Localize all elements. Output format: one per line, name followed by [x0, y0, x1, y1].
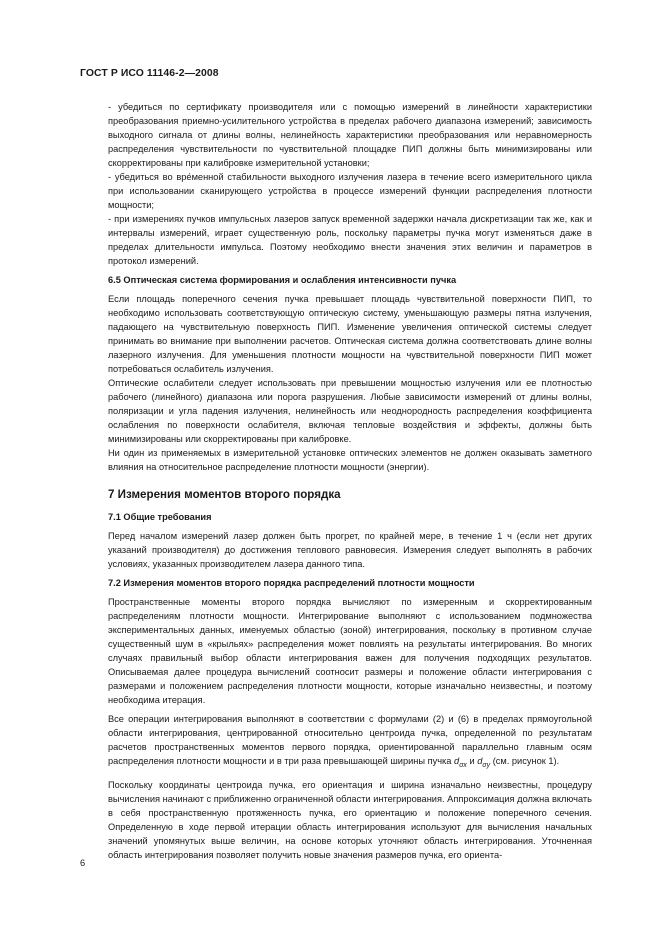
paragraph-text: (см. рисунок 1).	[490, 756, 560, 766]
paragraph: - при измерениях пучков импульсных лазеров запуск временной задержки начала дискретизации так же, как и интервалы измерений, играет существенную роль, поскольку параметры пучка могут изменяться даже в пределах длительности импульса. Поэтому необходимо внести значения этих величин и параметров в протокол измерений.	[108, 214, 592, 266]
paragraph: Пространственные моменты второго порядка вычисляют по измеренным и скорректированным распределениям плотности мощности. Интегрирование выполняют с использованием подмножества экспериментальных данных, именуемых областью (зоной) интегрирования, поскольку в противном случае существенный шум в «крыльях» распределения может повлиять на результаты интегрирования. Во многих случаях правильный выбор области интегрирования важен для получения подходящих результатов. Описываемая далее процедура вычислений соотносит размеры и положение области интегрирования с размерами и положением распределения плотности мощности, которые изначально неизвестны, и поэтому необходима итерация.	[108, 597, 592, 705]
section-heading-7: 7 Измерения моментов второго порядка	[108, 488, 341, 501]
paragraph: Поскольку координаты центроида пучка, его ориентация и ширина изначально неизвестны, процедуру вычисления начинают с приближенно ограниченной области интегрирования. Аппроксимация должна включать в себя пространственную протяженность пучка, его ориентацию и положение поперечного сечения. Определенную в ходе первой итерации область интегрирования используют для вычисления начальных значений упомянутых выше величин, на основе которых уточняют область интегрирования. Уточненная область интегрирования позволяет получить новые значения размеров пучка, его ориента-	[108, 779, 592, 860]
document-header: ГОСТ Р ИСО 11146-2—2008	[80, 68, 219, 79]
section-heading-7-2: 7.2 Измерения моментов второго порядка распределений плотности мощности	[108, 578, 475, 588]
subscript-sigma-y: σy	[482, 761, 491, 769]
page-number: 6	[80, 858, 86, 868]
paragraph: Ни один из применяемых в измерительной установке оптических элементов не должен оказывать заметного влияния на относительное распределение плотности мощности (энергии).	[108, 448, 592, 472]
paragraph: Если площадь поперечного сечения пучка превышает площадь чувствительной поверхности ПИП, то необходимо использовать соответствующую оптическую систему, уменьшающую размеры пятна излучения, падающего на чувствительную поверхность ПИП. Изменение увеличения оптической системы следует принимать во внимание при выполнении расчетов. Оптическая система должна соответствовать длине волны лазерного излучения. Для уменьшения плотности мощности на чувствительной поверхности ПИП может потребоваться ослабитель излучения.	[108, 294, 592, 374]
paragraph: Оптические ослабители следует использовать при превышении мощностью излучения или ее плотностью рабочего (линейного) диапазона или порога разрушения. Любые зависимости измерений от длины волны, поляризации и угла падения излучения, нелинейность или неоднородность распределения коэффициента ослабления по поверхности ослабителя, включая тепловые воздействия и эффекты, должны быть минимизированы или скорректированы при калибровке.	[108, 378, 592, 444]
paragraph-text: и	[466, 756, 478, 766]
subscript-sigma-x: σx	[459, 761, 467, 769]
paragraph-text: Все операции интегрирования выполняют в соответствии с формулами (2) и (6) в пределах прямоугольной области интегрирования, центрированной относительно центроида пучка, определенной по результатам расчетов пространственных моментов первого порядка, ориентированной параллельно главным осям распределения плотности мощности и в три раза превышающей ширины пучка	[108, 714, 592, 766]
document-body	[108, 100, 592, 862]
section-heading-6-5: 6.5 Оптическая система формирования и ослабления интенсивности пучка	[108, 275, 457, 285]
paragraph: - убедиться по сертификату производителя или с помощью измерений в линейности характеристики преобразования приемно-усилительного устройства в пределах рабочего диапазона измерений; зависимость выходного сигнала от длины волны, нелинейность характеристики преобразования или неравномерность распределения чувствительности по чувствительной площадке ПИП должны быть минимизированы или скорректированы при калибровке измерительной установки;	[108, 102, 592, 168]
section-heading-7-1: 7.1 Общие требования	[108, 512, 212, 522]
paragraph: - убедиться во вре́менной стабильности выходного излучения лазера в течение всего измерительного цикла при использовании сканирующего устройства в процессе измерений функции распределения плотности мощности;	[108, 172, 592, 210]
paragraph: Перед началом измерений лазер должен быть прогрет, по крайней мере, в течение 1 ч (если нет других указаний производителя) до достижения теплового равновесия. Измерения следует выполнять в рабочих условиях, указанных производителем лазера данного типа.	[108, 531, 592, 569]
symbol-d: d	[454, 756, 460, 766]
paragraph	[108, 712, 592, 773]
symbol-d: d	[477, 756, 483, 766]
